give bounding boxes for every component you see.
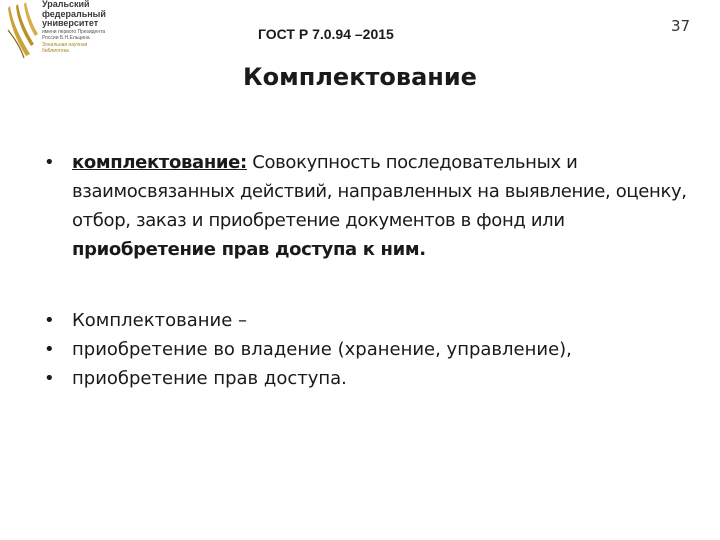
- bullet-dot: •: [44, 368, 55, 389]
- logo-name-line: университет: [42, 18, 99, 28]
- definition-term: комплектование:: [72, 152, 247, 173]
- bullet-dot: •: [44, 152, 55, 173]
- university-logo: [4, 0, 120, 66]
- list-item: [44, 306, 704, 335]
- definition-bullet: [44, 148, 704, 264]
- definition-text: Совокупность последовательных и взаимосвязанных действий, направленных на выявление, оценку, отбор, заказ и приобретение документов в фонд или: [72, 152, 687, 231]
- logo-text: [42, 0, 122, 55]
- gost-standard-label: ГОСТ Р 7.0.94 –2015: [258, 26, 394, 42]
- definition-end: .: [419, 239, 426, 260]
- bullet-dot: •: [44, 310, 55, 331]
- page-number: 37: [671, 17, 691, 35]
- bullet-dot: •: [44, 339, 55, 360]
- definition-bold-text: приобретение прав доступа к ним: [72, 239, 420, 260]
- logo-subtitle-line: России Б.Н.Ельцина: [42, 35, 90, 41]
- logo-name-line: Уральский: [42, 0, 90, 9]
- logo-emblem-icon: [4, 0, 40, 60]
- list-item-text: Комплектование –: [72, 310, 247, 331]
- logo-library-line: библиотека: [42, 48, 69, 54]
- list-item: [44, 364, 704, 393]
- bullet-list: [44, 148, 704, 393]
- logo-name-line: федеральный: [42, 8, 106, 19]
- list-item-text: приобретение во владение (хранение, управление),: [72, 339, 572, 360]
- slide-title: Комплектование: [243, 63, 477, 91]
- logo-library-line: Зональная научная: [42, 41, 88, 48]
- list-item: [44, 335, 704, 364]
- logo-subtitle-line: имени первого Президента: [42, 28, 106, 35]
- list-item-text: приобретение прав доступа.: [72, 368, 347, 389]
